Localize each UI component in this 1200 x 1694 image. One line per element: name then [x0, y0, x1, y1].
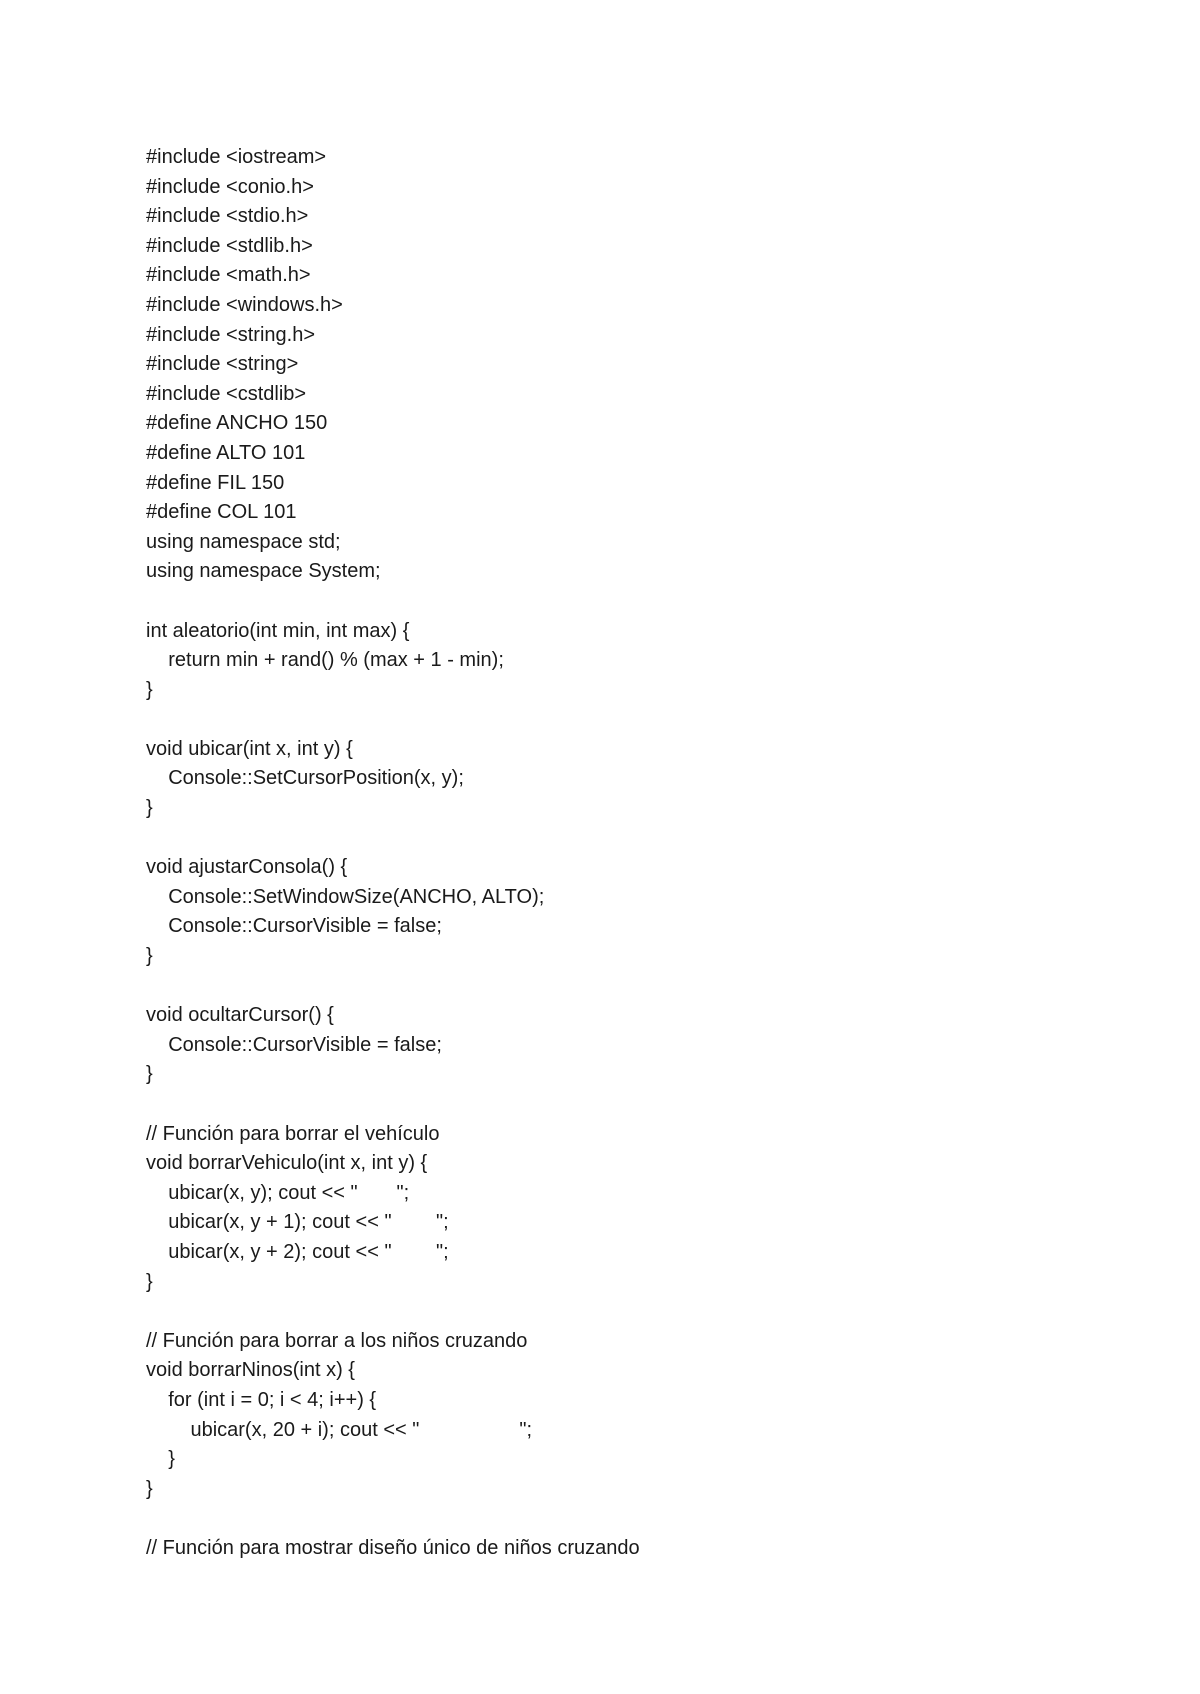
code-line: #include <windows.h>: [146, 293, 343, 316]
code-line: #include <stdio.h>: [146, 205, 309, 228]
code-line: #include <conio.h>: [146, 175, 314, 198]
code-line: #include <stdlib.h>: [146, 234, 313, 257]
code-line: void ajustarConsola() {: [146, 856, 348, 879]
blank-line: [146, 705, 640, 735]
code-line: #define COL 101: [146, 501, 297, 524]
code-line: // Función para borrar el vehículo: [146, 1122, 440, 1145]
code-line: ubicar(x, y); cout << " ";: [146, 1181, 410, 1204]
code-line: Console::CursorVisible = false;: [146, 915, 442, 938]
code-line: #include <string.h>: [146, 323, 316, 346]
code-line: void borrarVehiculo(int x, int y) {: [146, 1152, 428, 1175]
code-line: #define ALTO 101: [146, 441, 306, 464]
code-line: #include <string>: [146, 353, 299, 376]
blank-line: [146, 824, 640, 854]
code-line: using namespace std;: [146, 530, 341, 553]
code-line: #define ANCHO 150: [146, 412, 328, 435]
code-line: #include <cstdlib>: [146, 382, 307, 405]
blank-line: [146, 972, 640, 1002]
code-line: #include <math.h>: [146, 264, 311, 287]
code-line: #define FIL 150: [146, 471, 285, 494]
code-line: }: [146, 1477, 153, 1500]
code-line: return min + rand() % (max + 1 - min);: [146, 649, 504, 672]
code-line: }: [146, 1448, 175, 1471]
blank-line: [146, 1297, 640, 1327]
code-line: #include <iostream>: [146, 146, 327, 168]
code-line: int aleatorio(int min, int max) {: [146, 619, 410, 642]
code-line: }: [146, 797, 153, 820]
code-line: ubicar(x, y + 2); cout << " ";: [146, 1240, 449, 1263]
code-line: void ubicar(int x, int y) {: [146, 737, 353, 760]
code-line: using namespace System;: [146, 560, 381, 583]
blank-line: [146, 1090, 640, 1120]
code-line: }: [146, 945, 153, 968]
code-line: ubicar(x, 20 + i); cout << " ";: [146, 1418, 533, 1441]
code-line: }: [146, 1270, 153, 1293]
code-line: ubicar(x, y + 1); cout << " ";: [146, 1211, 449, 1234]
code-line: void borrarNinos(int x) {: [146, 1359, 355, 1382]
code-line: for (int i = 0; i < 4; i++) {: [146, 1388, 377, 1411]
code-line: // Función para borrar a los niños cruzando: [146, 1329, 528, 1352]
code-line: // Función para mostrar diseño único de niños cruzando: [146, 1536, 640, 1559]
blank-line: [146, 1504, 640, 1534]
blank-line: [146, 587, 640, 617]
code-line: Console::SetWindowSize(ANCHO, ALTO);: [146, 885, 545, 908]
code-listing: [146, 143, 640, 1564]
code-line: Console::SetCursorPosition(x, y);: [146, 767, 464, 790]
code-line: }: [146, 1063, 153, 1086]
code-line: }: [146, 678, 153, 701]
code-line: void ocultarCursor() {: [146, 1004, 334, 1027]
code-line: Console::CursorVisible = false;: [146, 1033, 442, 1056]
